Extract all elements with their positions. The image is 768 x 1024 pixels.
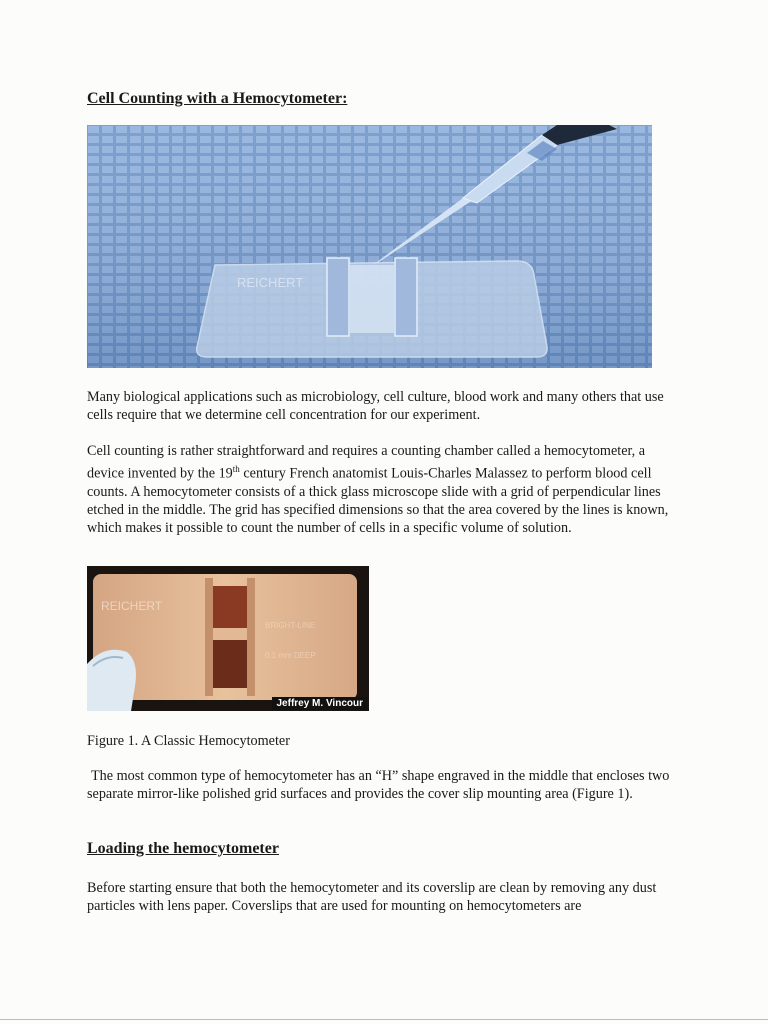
paragraph-h-shape: The most common type of hemocytometer has an “H” shape engraved in the middle that encloses two separate mirror-like polished grid surfaces and provides the cover slip mounting area (Figure 1). — [87, 768, 670, 802]
svg-text:REICHERT: REICHERT — [101, 599, 163, 613]
paragraph-loading: Before starting ensure that both the hemocytometer and its coverslip are clean by removing any dust particles with lens paper. Coverslips that are used for mounting on hemocytometers are — [87, 880, 657, 914]
section-heading-loading: Loading the hemocytometer — [87, 840, 279, 857]
paragraph-cell-counting-part1: Cell counting is rather straightforward and requires a counting chamber called a hemocytometer, a device invented by the 19 — [87, 443, 646, 482]
svg-text:REICHERT: REICHERT — [237, 275, 304, 290]
page-bottom-edge — [0, 1019, 768, 1020]
paragraph-cell-counting-part2: century French anatomist Louis-Charles Malassez to perform blood cell counts. A hemocytometer consists of a thick glass microscope slide with a grid of perpendicular lines etched in the middle. The grid has specified dimensions so that the area covered by the lines is known, which makes it possible to count the number of cells in a specific volume of solution. — [87, 465, 669, 536]
figure-1-photo — [87, 566, 369, 711]
figure-1-caption: Figure 1. A Classic Hemocytometer — [87, 733, 290, 749]
photo-credit: Jeffrey M. Vincour — [272, 697, 367, 710]
paragraph-cell-counting — [87, 442, 677, 537]
hemocytometer-photo-top — [87, 125, 652, 368]
superscript-th: th — [232, 464, 240, 474]
paragraph-intro: Many biological applications such as microbiology, cell culture, blood work and many others that use cells require that we determine cell concentration for our experiment. — [87, 389, 664, 423]
svg-text:0.1 mm DEEP: 0.1 mm DEEP — [265, 651, 316, 660]
svg-text:BRIGHT-LINE: BRIGHT-LINE — [265, 621, 316, 630]
page-title: Cell Counting with a Hemocytometer: — [87, 90, 348, 107]
